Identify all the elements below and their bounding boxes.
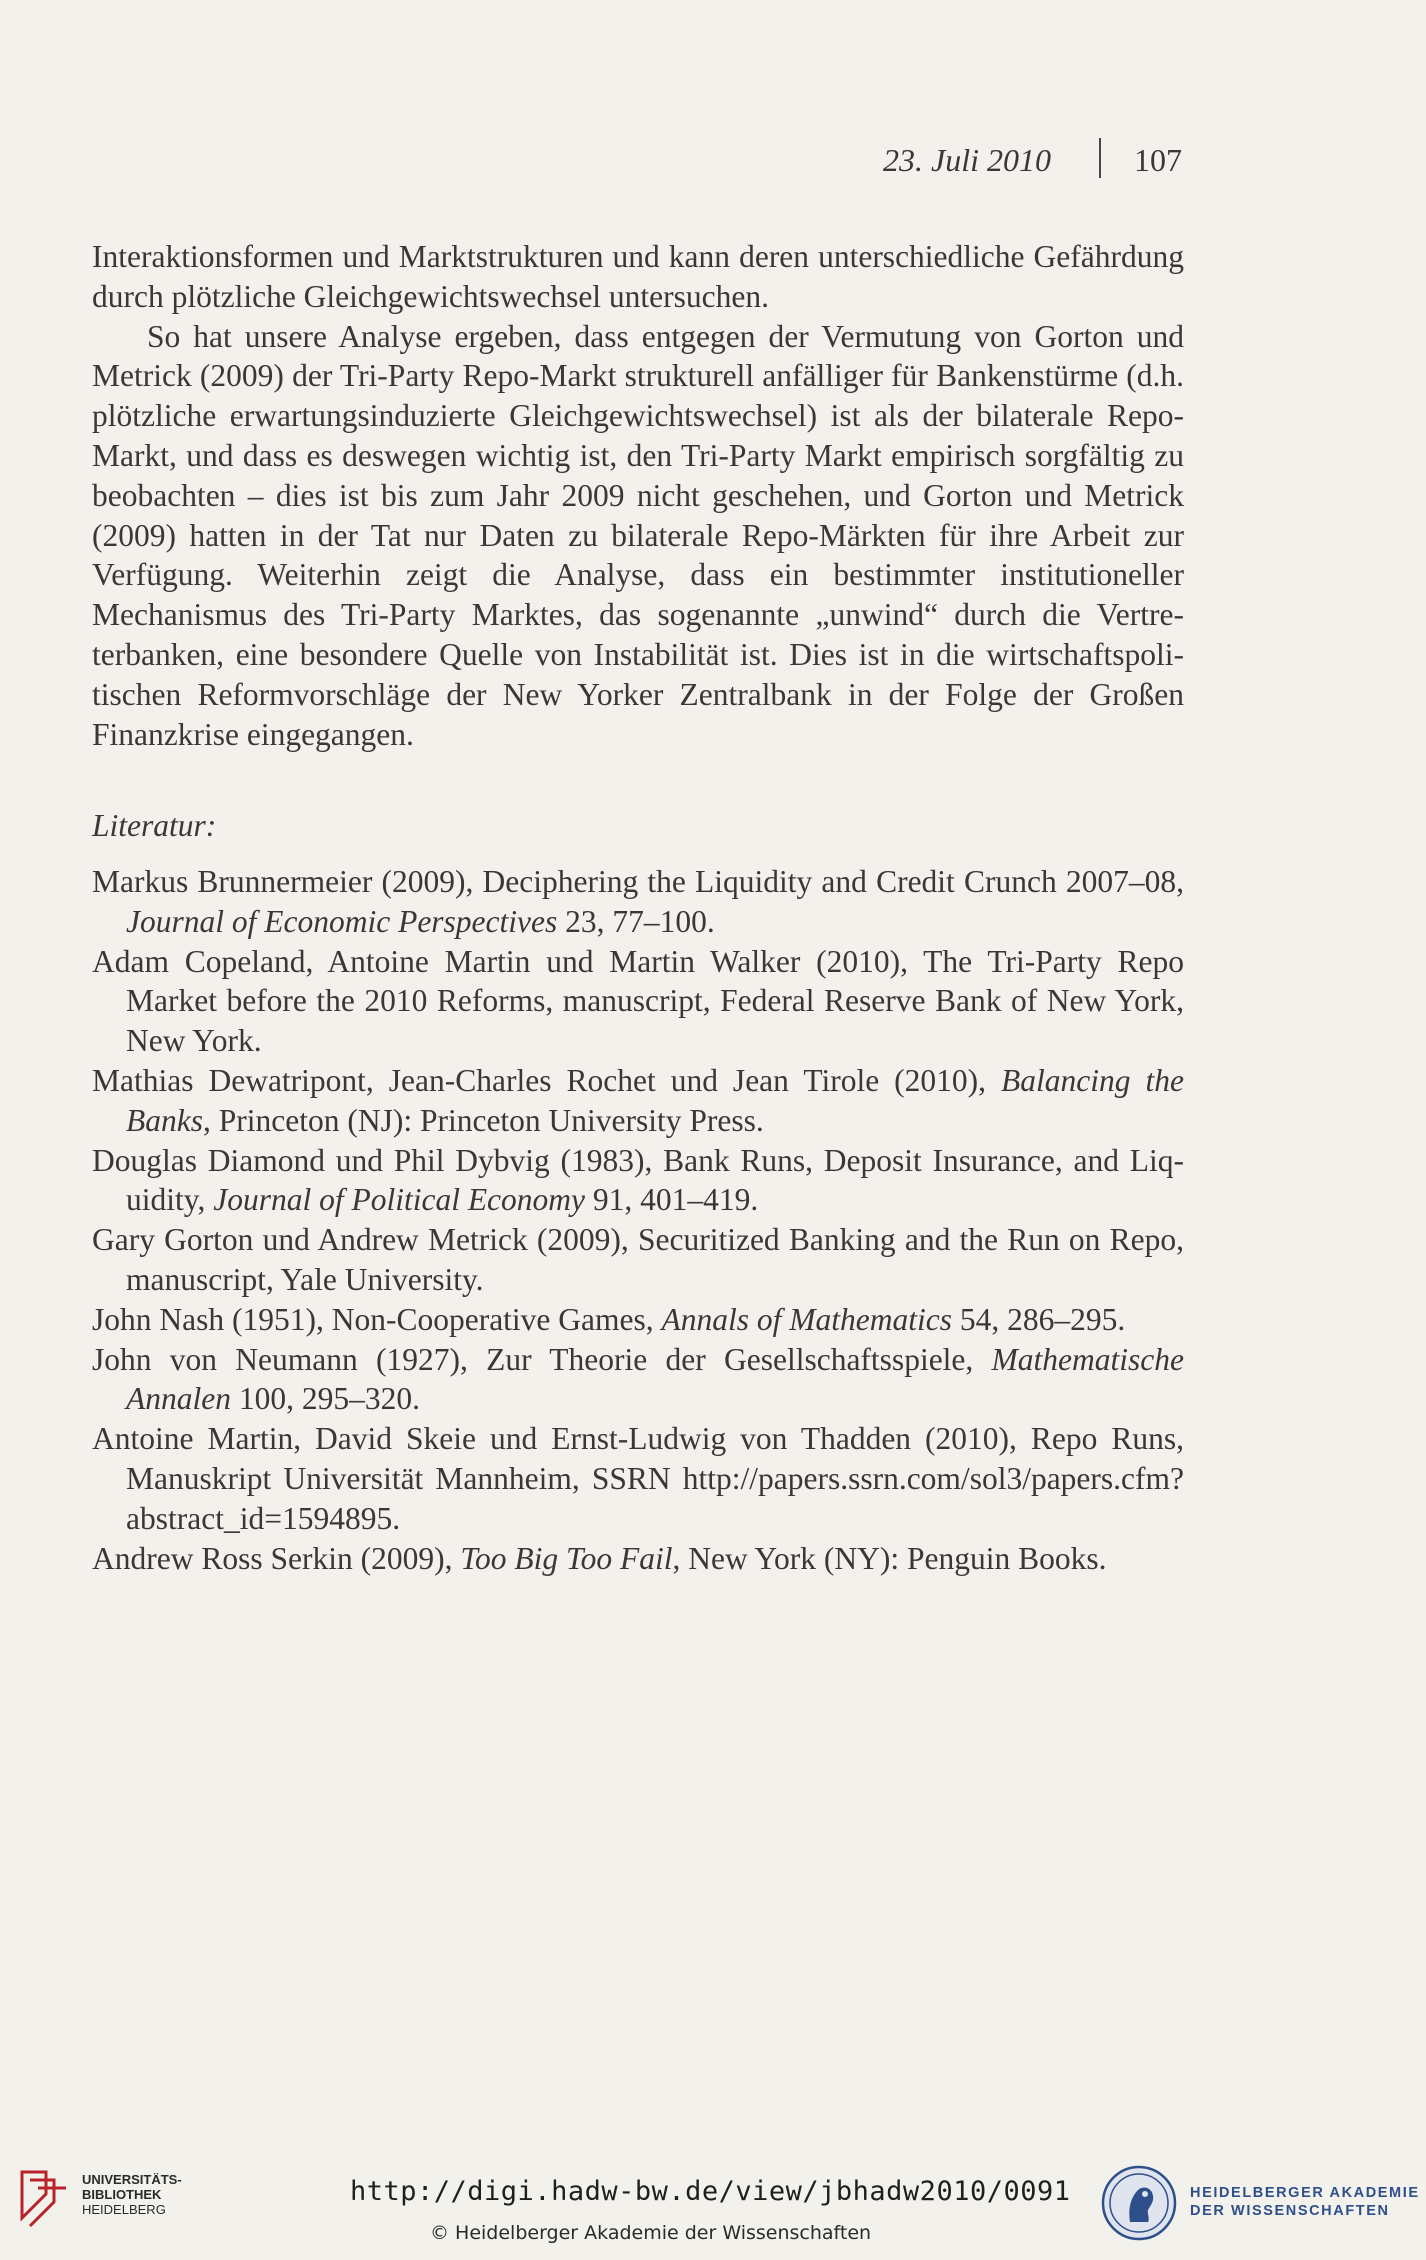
source-url-link[interactable]: http://digi.hadw-bw.de/view/jbhadw2010/0091 [350,2176,1071,2207]
reference-item: Andrew Ross Serkin (2009), Too Big Too Fail, New York (NY): Penguin Books. [92,1540,1107,1576]
body-text [92,237,1184,754]
reference-item: John Nash (1951), Non-Cooperative Games, Annals of Mathematics 54, 286–295. [92,1301,1126,1337]
page-number: 107 [1134,142,1182,178]
paragraph-2: So hat unsere Analyse ergeben, dass entgegen der Vermutung von Gorton und Metrick (2009) der Tri-Party Repo-Markt strukturell anfälliger für Bankenstürme (d.h. plötzliche erwartungsinduzierte Gleichgewichtswechsel) ist als der bilaterale Repo-Markt, und dass es deswegen wichtig ist, den Tri-Party Markt empirisch sorgfältig zu beobachten – dies ist bis zum Jahr 2009 nicht geschehen, und Gorton und Metrick (2009) hatten in der Tat nur Daten zu bilaterale Repo-Märkten für ihre Arbeit zur Verfügung. Weiterhin zeigt die Analyse, dass ein bestimmter institutioneller Mechanismus des Tri-Party Marktes, das sogenannte „unwind“ durch die Vertreterbanken, eine besondere Quelle von Instabilität ist. Dies ist in die wirtschaftspolitischen Reformvorschläge der New Yorker Zentralbank in der Folge der Großen Finanzkrise eingegangen. [92,318,1184,752]
ub-heidelberg-logo-icon [16,2164,72,2228]
hadw-seal-icon [1100,2164,1178,2242]
reference-item: Douglas Diamond und Phil Dybvig (1983), Bank Runs, Deposit Insurance, and Liquidity, Journal of Political Economy 91, 401–419. [92,1142,1184,1218]
reference-item: Gary Gorton und Andrew Metrick (2009), Securitized Banking and the Run on Repo, manuscript, Yale University. [92,1222,1184,1297]
running-header [0,138,1426,188]
reference-item: Markus Brunnermeier (2009), Deciphering the Liquidity and Credit Crunch 2007–08, Journal of Economic Perspectives 23, 77–100. [92,864,1184,939]
header-divider [1099,138,1101,178]
reference-item: Mathias Dewatripont, Jean-Charles Rochet und Jean Tirole (2010), Balancing the Banks, Princeton (NJ): Princeton University Press. [92,1062,1184,1138]
academy-name: HEIDELBERGER AKADEMIE DER WISSENSCHAFTEN [1190,2185,1420,2219]
library-name: UNIVERSITÄTS- BIBLIOTHEK HEIDELBERG [82,2172,182,2217]
copyright-notice: © Heidelberger Akademie der Wissenschaften [430,2222,872,2244]
reference-item: John von Neumann (1927), Zur Theorie der Gesellschaftsspiele, Mathematische Annalen 100, 295–320. [92,1341,1184,1417]
reference-item: Antoine Martin, David Skeie und Ernst-Ludwig von Thadden (2010), Repo Runs, Manuskript Universität Mannheim, SSRN http://papers.ssrn.com/sol3/papers.​cfm?abstract_id=1594895. [92,1421,1184,1536]
literature-heading: Literatur: [92,808,217,843]
reference-list [92,862,1184,1578]
reference-item: Adam Copeland, Antoine Martin und Martin Walker (2010), The Tri-Party Repo Market before the 2010 Reforms, manuscript, Federal Reserve Bank of New York, New York. [92,943,1184,1059]
header-date: 23. Juli 2010 [883,142,1051,178]
paragraph-1: Interaktionsformen und Marktstrukturen und kann deren unterschiedliche Gefährdung durch plötzliche Gleichgewichtswechsel untersuchen. [92,239,1184,314]
digitization-footer [0,2150,1426,2260]
